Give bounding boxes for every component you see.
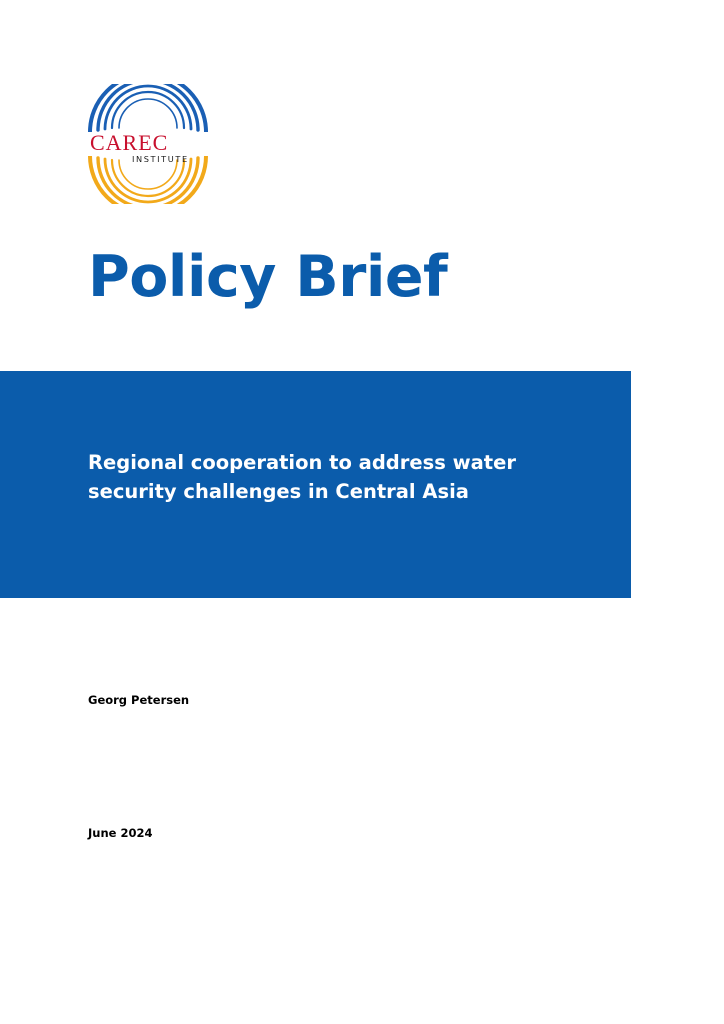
publication-date: June 2024 [88, 826, 153, 840]
title-banner [0, 371, 631, 598]
logo-name: CAREC [90, 130, 169, 155]
carec-institute-logo [86, 84, 210, 204]
logo-subtitle: INSTITUTE [132, 154, 189, 164]
author-name: Georg Petersen [88, 693, 190, 707]
document-title: Regional cooperation to address water security challenges in Central Asia [88, 451, 516, 503]
document-type-heading: Policy Brief [88, 244, 448, 310]
